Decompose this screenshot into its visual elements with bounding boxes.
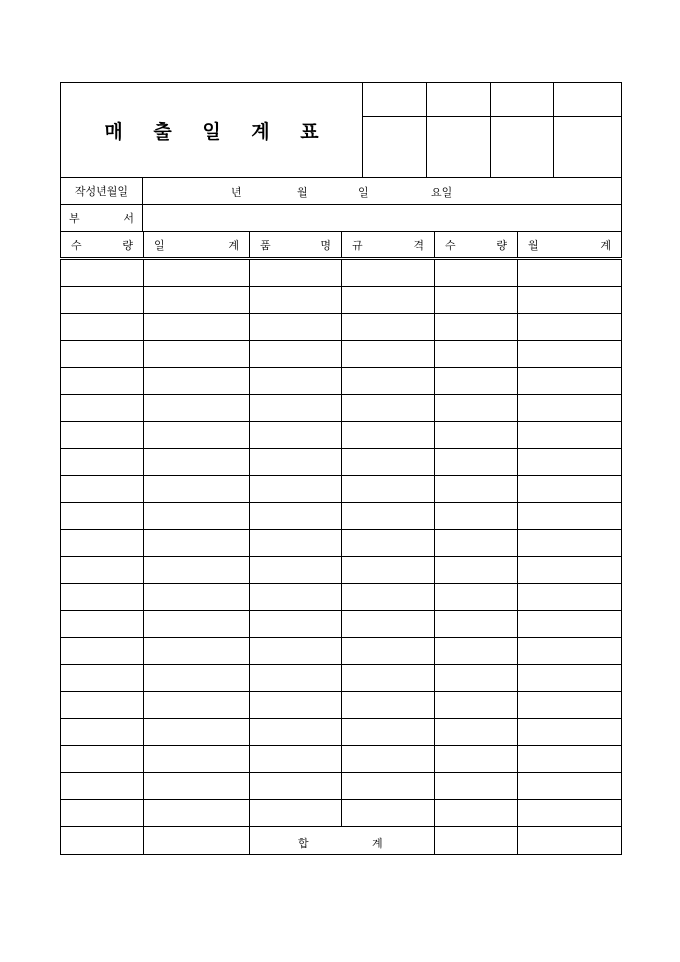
table-cell[interactable]: [518, 584, 622, 611]
table-row: [61, 341, 622, 368]
table-cell[interactable]: [250, 368, 342, 395]
table-cell[interactable]: [250, 638, 342, 665]
table-cell[interactable]: [435, 719, 518, 746]
table-cell[interactable]: [250, 259, 342, 287]
approval-signature-cell[interactable]: [363, 117, 427, 178]
table-cell[interactable]: [61, 773, 144, 800]
table-cell[interactable]: [435, 395, 518, 422]
table-cell[interactable]: [144, 530, 250, 557]
table-cell[interactable]: [144, 665, 250, 692]
table-cell[interactable]: [144, 746, 250, 773]
table-row: [61, 719, 622, 746]
approval-header-cell[interactable]: [427, 83, 491, 117]
table-cell[interactable]: [518, 719, 622, 746]
table-cell[interactable]: [61, 530, 144, 557]
table-cell[interactable]: [144, 800, 250, 827]
table-cell[interactable]: [144, 584, 250, 611]
table-cell[interactable]: [144, 476, 250, 503]
table-cell[interactable]: [144, 719, 250, 746]
table-row: [61, 449, 622, 476]
table-cell[interactable]: [518, 314, 622, 341]
table-cell[interactable]: [518, 692, 622, 719]
table-row: [61, 422, 622, 449]
table-cell[interactable]: [518, 800, 622, 827]
table-cell[interactable]: [342, 584, 435, 611]
table-cell[interactable]: [435, 449, 518, 476]
table-cell[interactable]: [61, 638, 144, 665]
table-cell[interactable]: [435, 611, 518, 638]
table-cell[interactable]: [518, 259, 622, 287]
table-cell[interactable]: [518, 368, 622, 395]
table-cell[interactable]: [518, 503, 622, 530]
year-unit: 년: [231, 186, 242, 199]
table-cell[interactable]: [144, 611, 250, 638]
total-label-cell: [250, 827, 435, 855]
table-row: [61, 530, 622, 557]
table-cell[interactable]: [342, 692, 435, 719]
table-cell[interactable]: [435, 665, 518, 692]
table-row: [61, 503, 622, 530]
form-info: [60, 177, 622, 232]
table-cell[interactable]: [250, 692, 342, 719]
approval-signature-cell[interactable]: [427, 117, 491, 178]
table-cell[interactable]: [518, 638, 622, 665]
approval-signature-cell[interactable]: [491, 117, 554, 178]
table-cell[interactable]: [342, 557, 435, 584]
table-cell[interactable]: [250, 611, 342, 638]
table-cell[interactable]: [435, 638, 518, 665]
table-row: [61, 259, 622, 287]
table-cell[interactable]: [435, 530, 518, 557]
table-row: [61, 638, 622, 665]
table-cell[interactable]: [61, 611, 144, 638]
page-title: 매 출 일 계 표: [61, 83, 363, 178]
table-cell[interactable]: [250, 530, 342, 557]
table-cell[interactable]: [518, 827, 622, 855]
table-cell[interactable]: [61, 341, 144, 368]
table-cell[interactable]: [61, 557, 144, 584]
column-header-monthly-total: 월 계: [518, 232, 622, 259]
table-cell[interactable]: [518, 449, 622, 476]
table-cell[interactable]: [342, 638, 435, 665]
month-unit: 월: [297, 186, 308, 199]
table-cell[interactable]: [435, 503, 518, 530]
table-cell[interactable]: [342, 314, 435, 341]
table-cell[interactable]: [518, 395, 622, 422]
table-cell[interactable]: [144, 638, 250, 665]
table-header-row: [61, 232, 622, 259]
table-cell[interactable]: [144, 449, 250, 476]
table-row: [61, 368, 622, 395]
table-cell[interactable]: [518, 665, 622, 692]
table-cell[interactable]: [435, 259, 518, 287]
table-cell[interactable]: [518, 746, 622, 773]
form-header: [60, 82, 622, 178]
table-row: [61, 611, 622, 638]
total-row: [61, 827, 622, 855]
table-cell[interactable]: [250, 422, 342, 449]
table-row: [61, 773, 622, 800]
day-unit: 일: [358, 186, 369, 199]
table-cell[interactable]: [342, 368, 435, 395]
table-cell[interactable]: [61, 746, 144, 773]
table-cell[interactable]: [144, 773, 250, 800]
table-row: [61, 800, 622, 827]
table-cell[interactable]: [61, 503, 144, 530]
table-cell[interactable]: [342, 746, 435, 773]
table-cell[interactable]: [144, 314, 250, 341]
table-cell[interactable]: [144, 259, 250, 287]
table-cell[interactable]: [342, 665, 435, 692]
table-cell[interactable]: [144, 692, 250, 719]
approval-header-cell[interactable]: [363, 83, 427, 117]
table-cell[interactable]: [61, 665, 144, 692]
dept-label: 부 서: [61, 205, 143, 232]
column-header-quantity-2: 수 량: [435, 232, 518, 259]
table-cell[interactable]: [144, 422, 250, 449]
table-row: [61, 746, 622, 773]
table-cell[interactable]: [342, 530, 435, 557]
table-cell[interactable]: [342, 800, 435, 827]
table-cell[interactable]: [144, 827, 250, 855]
column-header-daily-total: 일 계: [144, 232, 250, 259]
table-cell[interactable]: [61, 259, 144, 287]
table-row: [61, 692, 622, 719]
table-cell[interactable]: [250, 557, 342, 584]
table-cell[interactable]: [518, 557, 622, 584]
table-cell[interactable]: [144, 287, 250, 314]
table-cell[interactable]: [518, 287, 622, 314]
table-row: [61, 395, 622, 422]
table-cell[interactable]: [144, 557, 250, 584]
table-cell[interactable]: [61, 476, 144, 503]
table-cell[interactable]: [250, 314, 342, 341]
table-cell[interactable]: [144, 341, 250, 368]
table-cell[interactable]: [342, 422, 435, 449]
column-header-item-name: 품 명: [250, 232, 342, 259]
table-row: [61, 584, 622, 611]
weekday-unit: 요일: [431, 186, 453, 199]
table-cell[interactable]: [342, 395, 435, 422]
table-cell[interactable]: [435, 341, 518, 368]
table-cell[interactable]: [61, 584, 144, 611]
total-label-left: 합: [298, 837, 309, 850]
table-cell[interactable]: [61, 287, 144, 314]
table-cell[interactable]: [342, 719, 435, 746]
table-cell[interactable]: [342, 611, 435, 638]
table-cell[interactable]: [435, 584, 518, 611]
table-row: [61, 287, 622, 314]
table-cell[interactable]: [435, 476, 518, 503]
table-cell[interactable]: [342, 503, 435, 530]
table-cell[interactable]: [250, 476, 342, 503]
table-cell[interactable]: [518, 476, 622, 503]
table-cell[interactable]: [342, 476, 435, 503]
table-cell[interactable]: [61, 395, 144, 422]
sales-table: [60, 231, 622, 855]
table-cell[interactable]: [435, 827, 518, 855]
table-cell[interactable]: [144, 368, 250, 395]
approval-header-cell[interactable]: [554, 83, 622, 117]
table-cell[interactable]: [144, 503, 250, 530]
approval-header-cell[interactable]: [491, 83, 554, 117]
date-field[interactable]: [143, 178, 622, 205]
table-cell[interactable]: [435, 368, 518, 395]
table-cell[interactable]: [61, 422, 144, 449]
table-cell[interactable]: [61, 449, 144, 476]
table-cell[interactable]: [342, 259, 435, 287]
table-row: [61, 665, 622, 692]
table-cell[interactable]: [342, 287, 435, 314]
table-cell[interactable]: [250, 584, 342, 611]
table-cell[interactable]: [250, 719, 342, 746]
table-cell[interactable]: [61, 800, 144, 827]
table-cell[interactable]: [61, 827, 144, 855]
sales-daily-form: [60, 82, 621, 855]
table-row: [61, 557, 622, 584]
table-cell[interactable]: [144, 395, 250, 422]
table-cell[interactable]: [435, 422, 518, 449]
dept-field[interactable]: [143, 205, 622, 232]
table-cell[interactable]: [61, 719, 144, 746]
table-cell[interactable]: [518, 341, 622, 368]
table-cell[interactable]: [518, 530, 622, 557]
table-row: [61, 314, 622, 341]
table-cell[interactable]: [61, 368, 144, 395]
table-cell[interactable]: [250, 746, 342, 773]
table-cell[interactable]: [250, 665, 342, 692]
table-cell[interactable]: [435, 692, 518, 719]
table-cell[interactable]: [250, 395, 342, 422]
table-cell[interactable]: [435, 287, 518, 314]
table-cell[interactable]: [342, 773, 435, 800]
table-cell[interactable]: [61, 692, 144, 719]
table-cell[interactable]: [435, 557, 518, 584]
table-cell[interactable]: [250, 800, 342, 827]
table-cell[interactable]: [435, 800, 518, 827]
table-cell[interactable]: [250, 449, 342, 476]
table-cell[interactable]: [61, 314, 144, 341]
table-row: [61, 476, 622, 503]
table-cell[interactable]: [435, 314, 518, 341]
table-cell[interactable]: [250, 503, 342, 530]
table-cell[interactable]: [518, 773, 622, 800]
total-label-right: 계: [372, 837, 383, 850]
approval-signature-cell[interactable]: [554, 117, 622, 178]
table-cell[interactable]: [435, 746, 518, 773]
table-cell[interactable]: [435, 773, 518, 800]
table-cell[interactable]: [342, 341, 435, 368]
column-header-spec: 규 격: [342, 232, 435, 259]
table-cell[interactable]: [518, 611, 622, 638]
table-cell[interactable]: [250, 287, 342, 314]
table-cell[interactable]: [250, 341, 342, 368]
table-cell[interactable]: [518, 422, 622, 449]
table-cell[interactable]: [342, 449, 435, 476]
table-cell[interactable]: [250, 773, 342, 800]
date-label: 작성년월일: [61, 178, 143, 205]
column-header-quantity: 수 량: [61, 232, 144, 259]
